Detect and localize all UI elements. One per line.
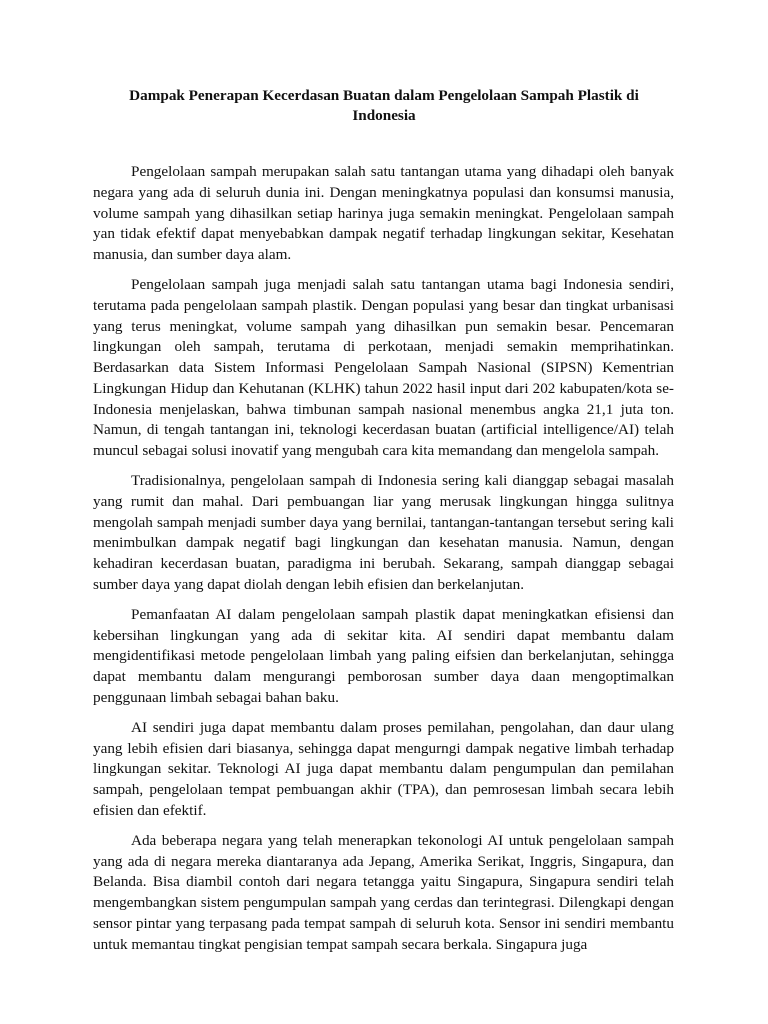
- paragraph-5: AI sendiri juga dapat membantu dalam proses pemilahan, pengolahan, dan daur ulang yang lebih efisien dari biasanya, sehingga dapat mengurngi dampak negative limbah terhadap lingkungan sekitar. Teknologi AI juga dapat membantu dalam pengumpulan dan pemilahan sampah, pengelolaan tempat pembuangan akhir (TPA), dan pemrosesan limbah secara lebih efisien dan efektif.: [93, 718, 674, 819]
- paragraph-3: Tradisionalnya, pengelolaan sampah di Indonesia sering kali dianggap sebagai masalah yang rumit dan mahal. Dari pembuangan liar yang merusak lingkungan hingga sulitnya mengolah sampah menjadi sumber daya yang bernilai, tantangan-tantangan tersebut sering kali menimbulkan dampak negatif bagi lingkungan dan kesehatan manusia. Namun, dengan kehadiran kecerdasan buatan, paradigma ini berubah. Sekarang, sampah dianggap sebagai sumber daya yang dapat diolah dengan lebih efisien dan berkelanjutan.: [93, 472, 674, 593]
- paragraph-2: Pengelolaan sampah juga menjadi salah satu tantangan utama bagi Indonesia sendiri, terutama pada pengelolaan sampah plastik. Dengan populasi yang besar dan tingkat urbanisasi yang terus meningkat, volume sampah yang dihasilkan pun semakin besar. Pencemaran lingkungan oleh sampah, terutama di perkotaan, menjadi semakin memprihatinkan. Berdasarkan data Sistem Informasi Pengelolaan Sampah Nasional (SIPSN) Kementrian Lingkungan Hidup dan Kehutanan (KLHK) tahun 2022 hasil input dari 202 kabupaten/kota se-Indonesia menjelaskan, bahwa timbunan sampah nasional menembus angka 21,1 juta ton. Namun, di tengah tantangan ini, teknologi kecerdasan buatan (artificial intelligence/AI) telah muncul sebagai solusi inovatif yang mengubah cara kita memandang dan mengelola sampah.: [93, 276, 674, 460]
- document-title: Dampak Penerapan Kecerdasan Buatan dalam Pengelolaan Sampah Plastik di Indonesia: [129, 87, 639, 124]
- document-body: [93, 162, 674, 965]
- paragraph-1: Pengelolaan sampah merupakan salah satu tantangan utama yang dihadapi oleh banyak negara yang ada di seluruh dunia ini. Dengan meningkatnya populasi dan konsumsi manusia, volume sampah yang dihasilkan setiap harinya juga semakin meningkat. Pengelolaan sampah yan tidak efektif dapat menyebabkan dampak negatif terhadap lingkungan sekitar, Kesehatan manusia, dan sumber daya alam.: [93, 163, 674, 263]
- paragraph-4: Pemanfaatan AI dalam pengelolaan sampah plastik dapat meningkatkan efisiensi dan kebersihan lingkungan yang ada di sekitar kita. AI sendiri dapat membantu dalam mengidentifikasi metode pengelolaan limbah yang paling eifsien dan berkelanjutan, sehingga dapat membantu dalam mengurangi pemborosan sumber daya daan mengoptimalkan penggunaan limbah sebagai bahan baku.: [93, 605, 674, 706]
- paragraph-6: Ada beberapa negara yang telah menerapkan tekonologi AI untuk pengelolaan sampah yang ada di negara mereka diantaranya ada Jepang, Amerika Serikat, Inggris, Singapura, dan Belanda. Bisa diambil contoh dari negara tetangga yaitu Singapura, Singapura sendiri telah mengembangkan sistem pengumpulan sampah yang cerdas dan terintegrasi. Dilengkapi dengan sensor pintar yang terpasang pada tempat sampah di seluruh kota. Sensor ini sendiri membantu untuk memantau tingkat pengisian tempat sampah secara berkala. Singapura juga: [93, 831, 674, 953]
